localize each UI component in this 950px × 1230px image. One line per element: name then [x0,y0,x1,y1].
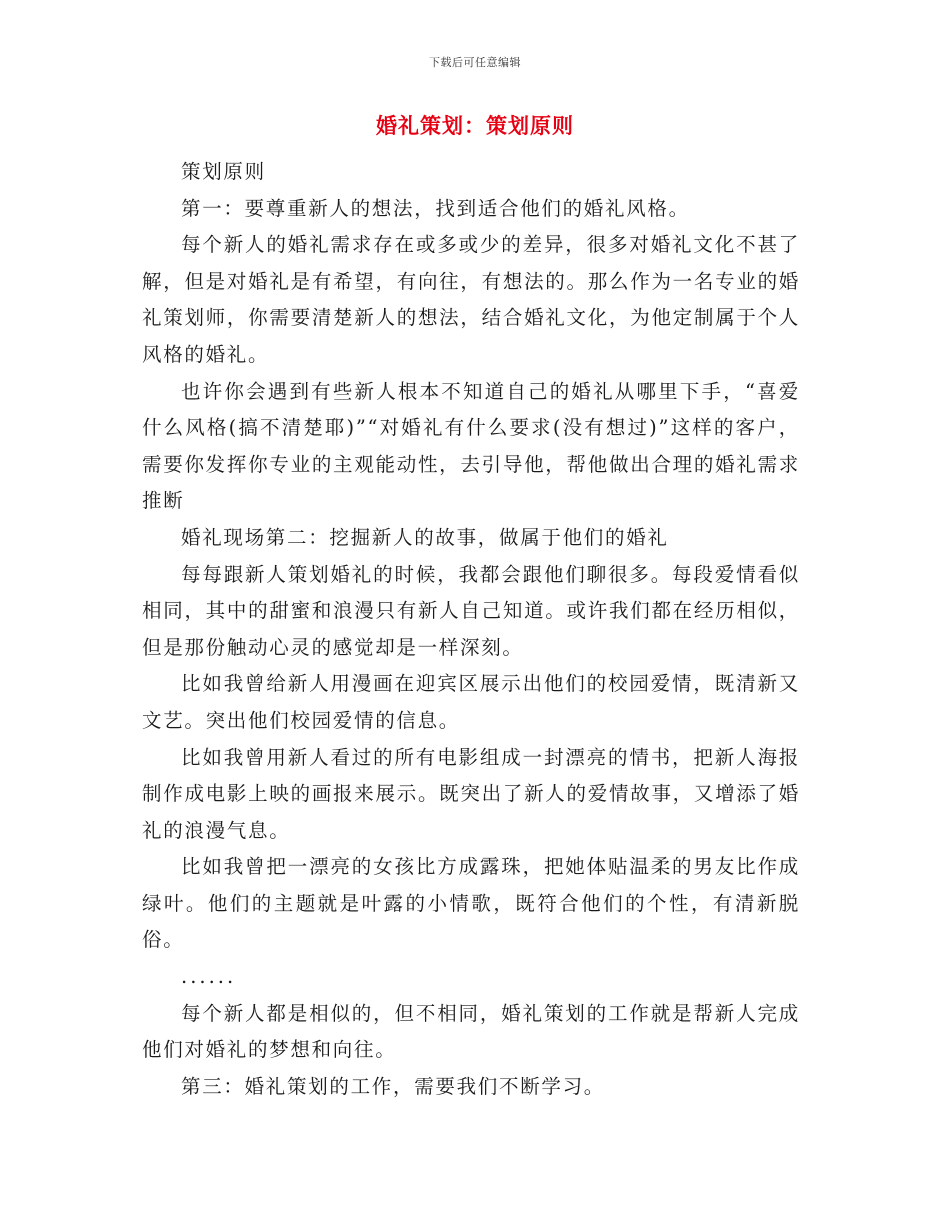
document-body [142,154,800,1105]
paragraph: 每个新人都是相似的，但不相同，婚礼策划的工作就是帮新人完成他们对婚礼的梦想和向往。 [142,1001,800,1062]
paragraph-principle-three: 第三：婚礼策划的工作，需要我们不断学习。 [181,1074,606,1098]
paragraph-principle-two: 婚礼现场第二：挖掘新人的故事，做属于他们的婚礼 [181,525,669,549]
paragraph-ellipsis: ...... [181,965,237,989]
paragraph-heading: 策划原则 [181,160,266,183]
paragraph: 比如我曾把一漂亮的女孩比方成露珠，把她体贴温柔的男友比作成绿叶。他们的主题就是叶露的小情歌，既符合他们的个性，有清新脱俗。 [142,855,800,952]
paragraph: 也许你会遇到有些新人根本不知道自己的婚礼从哪里下手，“喜爱什么风格(搞不清楚耶)”“对婚礼有什么要求(没有想过)”这样的客户，需要你发挥你专业的主观能动性，去引导他，帮他做出合理的婚礼需求推断 [142,379,800,513]
paragraph: 每每跟新人策划婚礼的时候，我都会跟他们聊很多。每段爱情看似相同，其中的甜蜜和浪漫只有新人自己知道。或许我们都在经历相似，但是那份触动心灵的感觉却是一样深刻。 [142,562,800,659]
document-title: 婚礼策划：策划原则 [376,114,574,138]
paragraph-principle-one: 第一：要尊重新人的想法，找到适合他们的婚礼风格。 [181,196,690,220]
paragraph: 每个新人的婚礼需求存在或多或少的差异，很多对婚礼文化不甚了解，但是对婚礼是有希望，有向往，有想法的。那么作为一名专业的婚礼策划师，你需要清楚新人的想法，结合婚礼文化，为他定制属于个人风格的婚礼。 [142,233,800,366]
paragraph: 比如我曾给新人用漫画在迎宾区展示出他们的校园爱情，既清新又文艺。突出他们校园爱情的信息。 [142,672,800,732]
paragraph: 比如我曾用新人看过的所有电影组成一封漂亮的情书，把新人海报制作成电影上映的画报来展示。既突出了新人的爱情故事，又增添了婚礼的浪漫气息。 [142,745,800,842]
header-note: 下载后可任意编辑 [429,56,521,69]
